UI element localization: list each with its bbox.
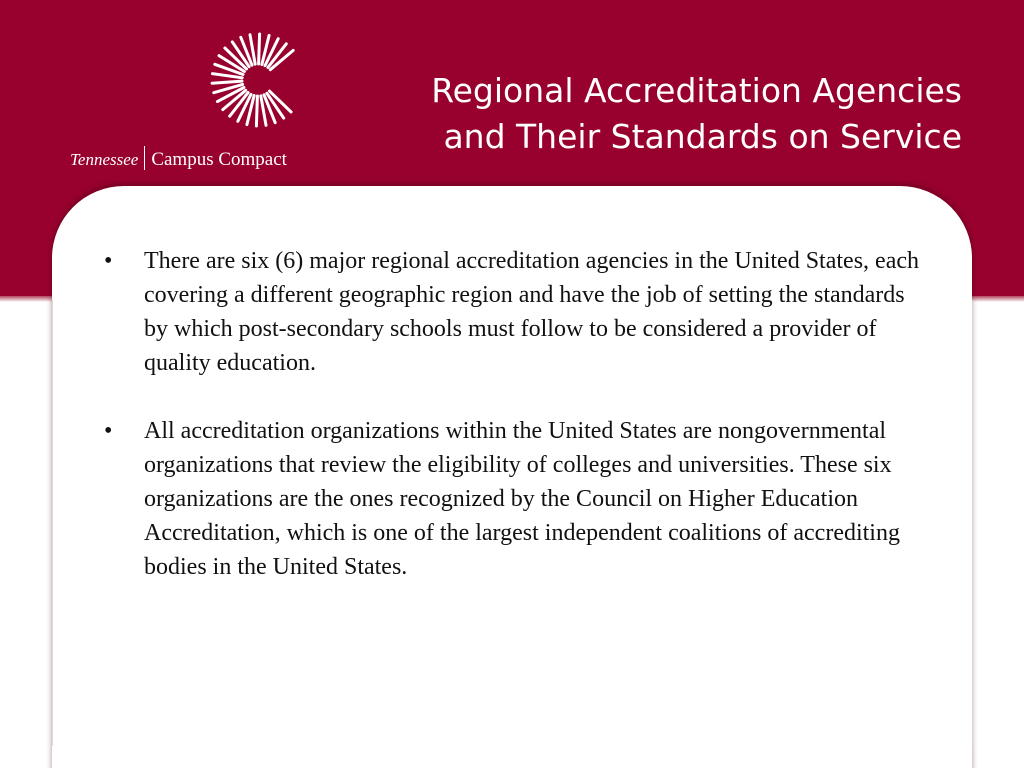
logo-state: Tennessee <box>70 150 139 169</box>
sunburst-c-icon <box>210 28 320 138</box>
logo-wordmark <box>70 146 287 171</box>
bullet-item <box>100 244 920 380</box>
bullet-marker: • <box>104 418 113 444</box>
campus-compact-logo <box>70 28 365 178</box>
title-line-2: and Their Standards on Service <box>443 117 962 156</box>
bullet-item <box>100 414 920 584</box>
logo-org-name: Campus Compact <box>151 149 287 170</box>
panel-edge-left <box>52 300 53 746</box>
bullet-text: All accreditation organizations within the United States are nongovernmental organizations that review the eligibility of colleges and universities. These six organizations are the ones recognized by the Council on Higher Education Accreditation, which is one of the largest independent coalitions of accrediting bodies in the United States. <box>144 418 900 580</box>
panel-edge-right <box>972 300 973 746</box>
title-line-1: Regional Accreditation Agencies <box>431 71 962 110</box>
slide-title <box>362 68 962 160</box>
bullet-marker: • <box>104 248 113 274</box>
sunburst-ray <box>256 96 257 126</box>
sunburst-ray <box>259 34 260 64</box>
bullet-text: There are six (6) major regional accreditation agencies in the United States, each covering a different geographic region and have the job of setting the standards by which post-secondary schools must follow to be considered a provider of quality education. <box>144 248 919 376</box>
sunburst-ray <box>212 74 242 78</box>
bullet-list <box>100 244 920 618</box>
sunburst-ray <box>212 81 242 83</box>
logo-divider <box>144 146 145 170</box>
